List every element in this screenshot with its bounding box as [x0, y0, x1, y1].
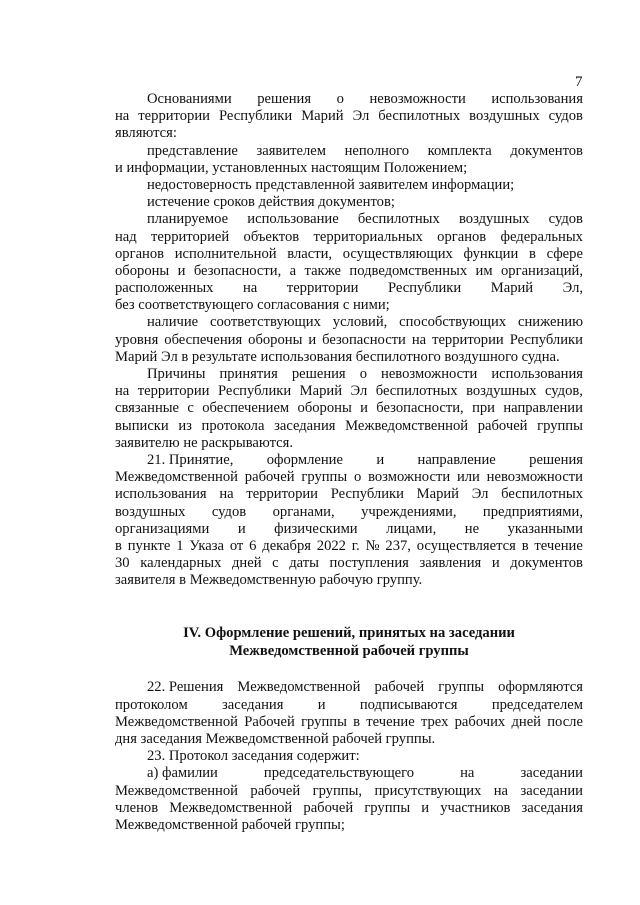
section-heading: IV. Оформление решений, принятых на заседании: [183, 625, 515, 642]
paragraph-line: в пункте 1 Указа от 6 декабря 2022 г. № 237, осуществляется в течение: [115, 537, 583, 554]
paragraph-line: 21. Принятие, оформление и направление решения: [147, 451, 583, 468]
paragraph-line: и информации, установленных настоящим Положением;: [115, 159, 468, 176]
paragraph-line: 22. Решения Межведомственной рабочей группы оформляются: [147, 679, 583, 696]
paragraph-line: протоколом заседания и подписываются председателем: [115, 696, 583, 713]
paragraph-line: заявителю не раскрываются.: [115, 434, 294, 451]
paragraph-line: на территории Республики Марий Эл беспилотных воздушных судов: [115, 108, 583, 125]
paragraph-line: Межведомственной рабочей группы о возможности или невозможности: [115, 469, 583, 486]
paragraph-line: органов исполнительной власти, осуществляющих функции в сфере: [115, 245, 583, 262]
paragraph-line: обороны и безопасности, а также подведомственных им организаций,: [115, 262, 583, 279]
paragraph-line: наличие соответствующих условий, способствующих снижению: [147, 314, 583, 331]
paragraph-line: Межведомственной рабочей группы, присутствующих на заседании: [115, 782, 583, 799]
page-number: 7: [575, 74, 583, 90]
paragraph-line: на территории Республики Марий Эл беспилотных воздушных судов,: [115, 383, 583, 400]
paragraph-line: недостоверность представленной заявителем информации;: [147, 176, 515, 193]
section-heading: Межведомственной рабочей группы: [229, 643, 469, 660]
paragraph-line: Основаниями решения о невозможности использования: [147, 91, 583, 107]
paragraph-line: Причины принятия решения о невозможности использования: [147, 366, 583, 382]
section-spacer: [115, 661, 583, 679]
paragraph-line: расположенных на территории Республики Марий Эл,: [115, 280, 583, 297]
paragraph-line: заявителя в Межведомственную рабочую группу.: [115, 572, 423, 589]
paragraph-line: 30 календарных дней с даты поступления заявления и документов: [115, 555, 583, 572]
paragraph-line: являются:: [115, 125, 177, 142]
paragraph-line: уровня обеспечения обороны и безопасности на территории Республики: [115, 331, 583, 348]
paragraph-line: связанные с обеспечением обороны и безопасности, при направлении: [115, 400, 583, 417]
paragraph-line: использования на территории Республики Марий Эл беспилотных: [115, 486, 583, 503]
paragraph-line: организациями и физическими лицами, не указанными: [115, 520, 583, 537]
paragraph-line: истечение сроков действия документов;: [147, 194, 395, 211]
paragraph-line: планируемое использование беспилотных воздушных судов: [147, 211, 583, 228]
document-body: [115, 91, 583, 834]
paragraph-line: а) фамилии председательствующего на заседании: [147, 765, 583, 782]
paragraph-line: воздушных судов органами, учреждениями, предприятиями,: [115, 503, 583, 520]
paragraph-line: выписки из протокола заседания Межведомственной рабочей группы: [115, 417, 583, 434]
section-spacer: [115, 589, 583, 625]
paragraph-line: членов Межведомственной рабочей группы и участников заседания: [115, 799, 583, 816]
paragraph-line: дня заседания Межведомственной рабочей группы.: [115, 731, 436, 747]
paragraph-line: 23. Протокол заседания содержит:: [147, 748, 360, 765]
paragraph-line: Марий Эл в результате использования беспилотного воздушного судна.: [115, 348, 560, 365]
paragraph-line: представление заявителем неполного комплекта документов: [147, 142, 583, 159]
paragraph-line: Межведомственной Рабочей группы в течение трех рабочих дней после: [115, 713, 583, 730]
paragraph-line: над территорией объектов территориальных органов федеральных: [115, 228, 583, 245]
paragraph-line: Межведомственной рабочей группы;: [115, 816, 345, 833]
paragraph-line: без соответствующего согласования с ними;: [115, 297, 390, 314]
